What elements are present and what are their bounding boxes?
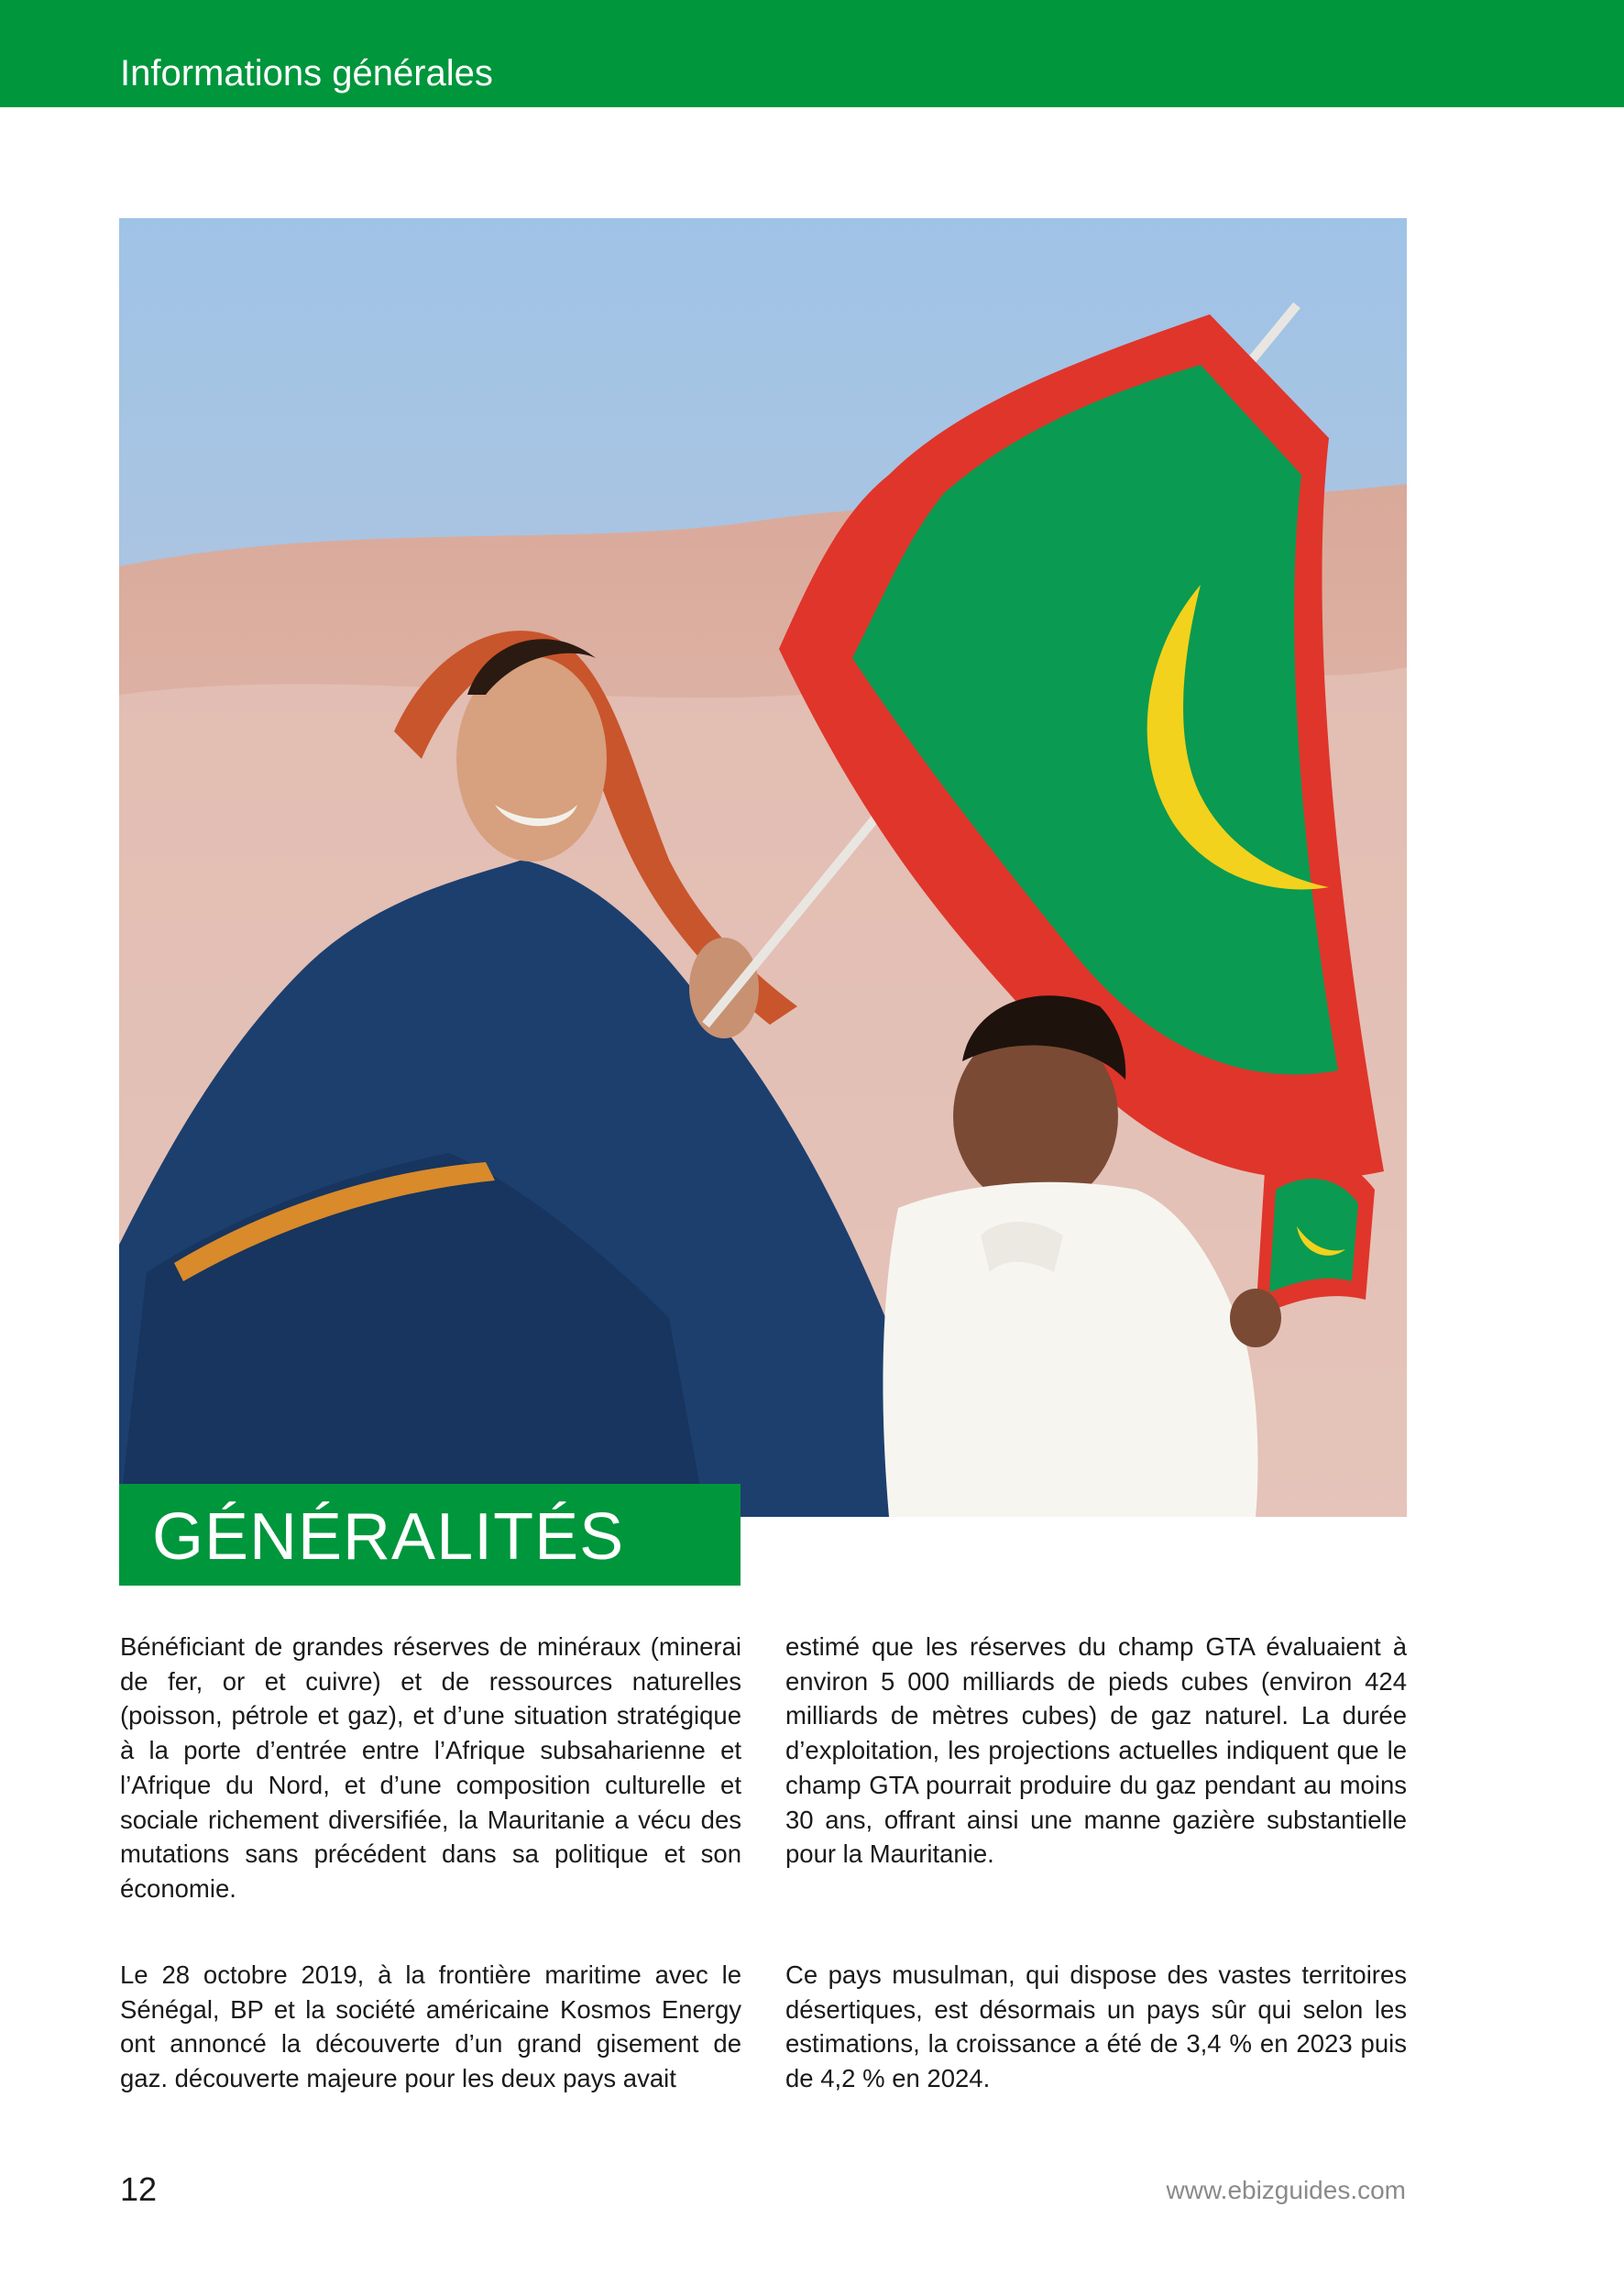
paragraph-4: Ce pays musulman, qui dispose des vastes territoires désertiques, est désormais un pays sûr qui selon les estimations, la croissance a été de 3,4 % en 2023 puis de 4,2 % en 2024. xyxy=(785,1960,1407,2093)
paragraph-3: estimé que les réserves du champ GTA évaluaient à environ 5 000 milliards de pieds cubes (environ 424 milliards de mètres cubes) de gaz naturel. La durée d’exploitation, les projections actuelles indiquent que le champ GTA pourrait produire du gaz pendant au moins 30 ans, offrant ainsi une manne gazière substantielle pour la Mauritanie. xyxy=(785,1632,1407,1869)
section-heading-box xyxy=(119,1484,741,1586)
website-link[interactable]: www.ebizguides.com xyxy=(1166,2176,1406,2204)
paragraph-1: Bénéficiant de grandes réserves de minéraux (minerai de fer, or et cuivre) et de ressources naturelles (poisson, pétrole et gaz), et d’une situation stratégique à la porte d’entrée entre l’Afrique subsaharienne et l’Afrique du Nord, et d’une composition culturelle et sociale richement diversifiée, la Mauritanie a vécu des mutations sans précédent dans sa politique et son économie. xyxy=(120,1632,741,1903)
hero-photo xyxy=(119,218,1407,1517)
section-title: Informations générales xyxy=(120,53,493,93)
header-band xyxy=(0,0,1624,107)
page-number: 12 xyxy=(120,2170,158,2208)
paragraph-2: Le 28 octobre 2019, à la frontière maritime avec le Sénégal, BP et la société américaine Kosmos Energy ont annoncé la découverte d’un grand gisement de gaz. découverte majeure pour les deux pays avait xyxy=(120,1960,741,2093)
section-heading: GÉNÉRALITÉS xyxy=(152,1500,625,1574)
